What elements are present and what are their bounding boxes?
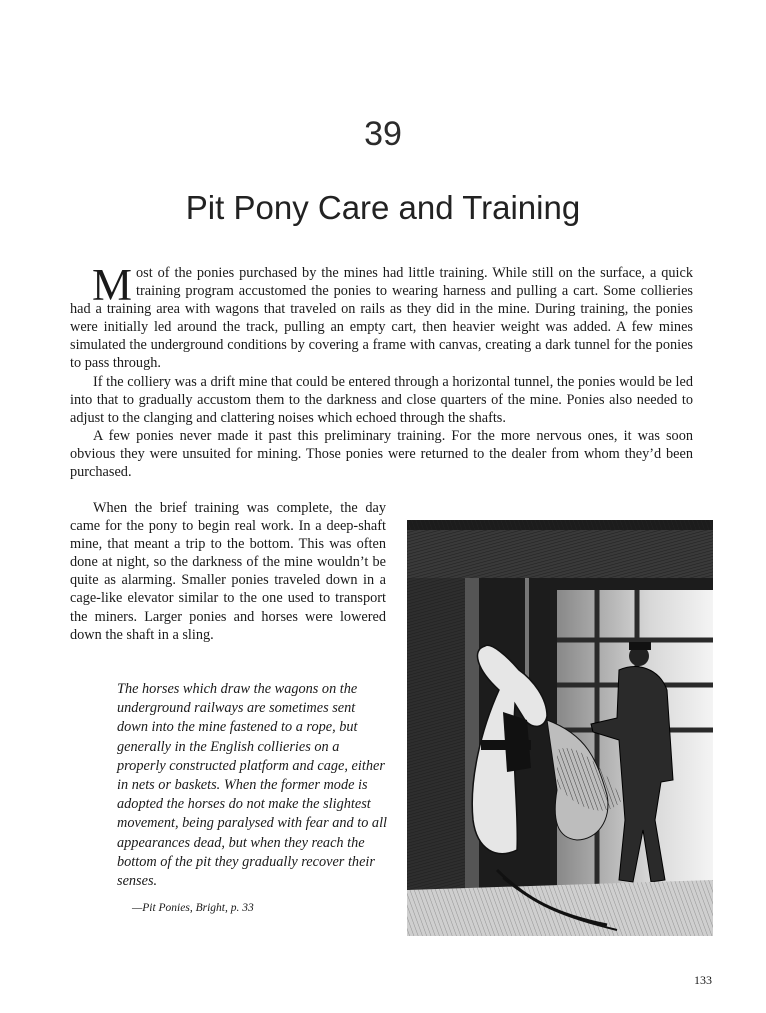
chapter-title: Pit Pony Care and Training	[185, 189, 581, 226]
page-number: 133	[694, 973, 712, 987]
pony-lowered-into-mine-illustration	[407, 520, 713, 936]
chapter-number: 39	[364, 115, 402, 153]
quote-attribution: —Pit Ponies, Bright, p. 33	[132, 902, 254, 914]
body-text-left-column	[70, 499, 386, 644]
paragraph-1-text: ost of the ponies purchased by the mines had little training. While still on the surface, a quick training program accustomed the ponies to wearing harness and pulling a cart. Some collieries had a training area with wagons that traveled on rails as they did in the mine. During training, the ponies were initially led around the track, pulling an empty cart, then heavier weight was added. A few mines simulated the underground conditions by covering a frame with canvas, creating a dark tunnel for the ponies to pass through.	[70, 265, 693, 372]
paragraph-1	[70, 260, 693, 373]
paragraph-4: When the brief training was complete, the day came for the pony to begin real work. In a deep-shaft mine, that meant a trip to the bottom. This was often done at night, so the darkness of the mine wouldn’t be quite as alarming. Smaller ponies traveled down in a cage-like elevator similar to the one used to transport the miners. Larger ponies and horses were lowered down the shaft in a sling.	[70, 500, 386, 643]
drop-cap: M	[92, 260, 133, 310]
paragraph-3: A few ponies never made it past this preliminary training. For the more nervous ones, it was soon obvious they were unsuited for mining. Those ponies were returned to the dealer from whom they’d been purchased.	[70, 427, 693, 481]
body-text-top	[70, 260, 693, 481]
paragraph-2: If the colliery was a drift mine that could be entered through a horizontal tunnel, the ponies would be led into that to gradually accustom them to the darkness and close quarters of the mine. Ponies also needed to adjust to the clanging and clattering noises which echoed through the shafts.	[70, 373, 693, 426]
block-quote: The horses which draw the wagons on the underground railways are sometimes sent down into the mine fastened to a rope, but generally in the English collieries on a properly constructed platform and cage, either in nets or baskets. When the former mode is adopted the horses do not make the slightest movement, being paralysed with fear and to all appearances dead, but when they reach the bottom of the pit they gradually recover their senses.	[117, 681, 388, 890]
